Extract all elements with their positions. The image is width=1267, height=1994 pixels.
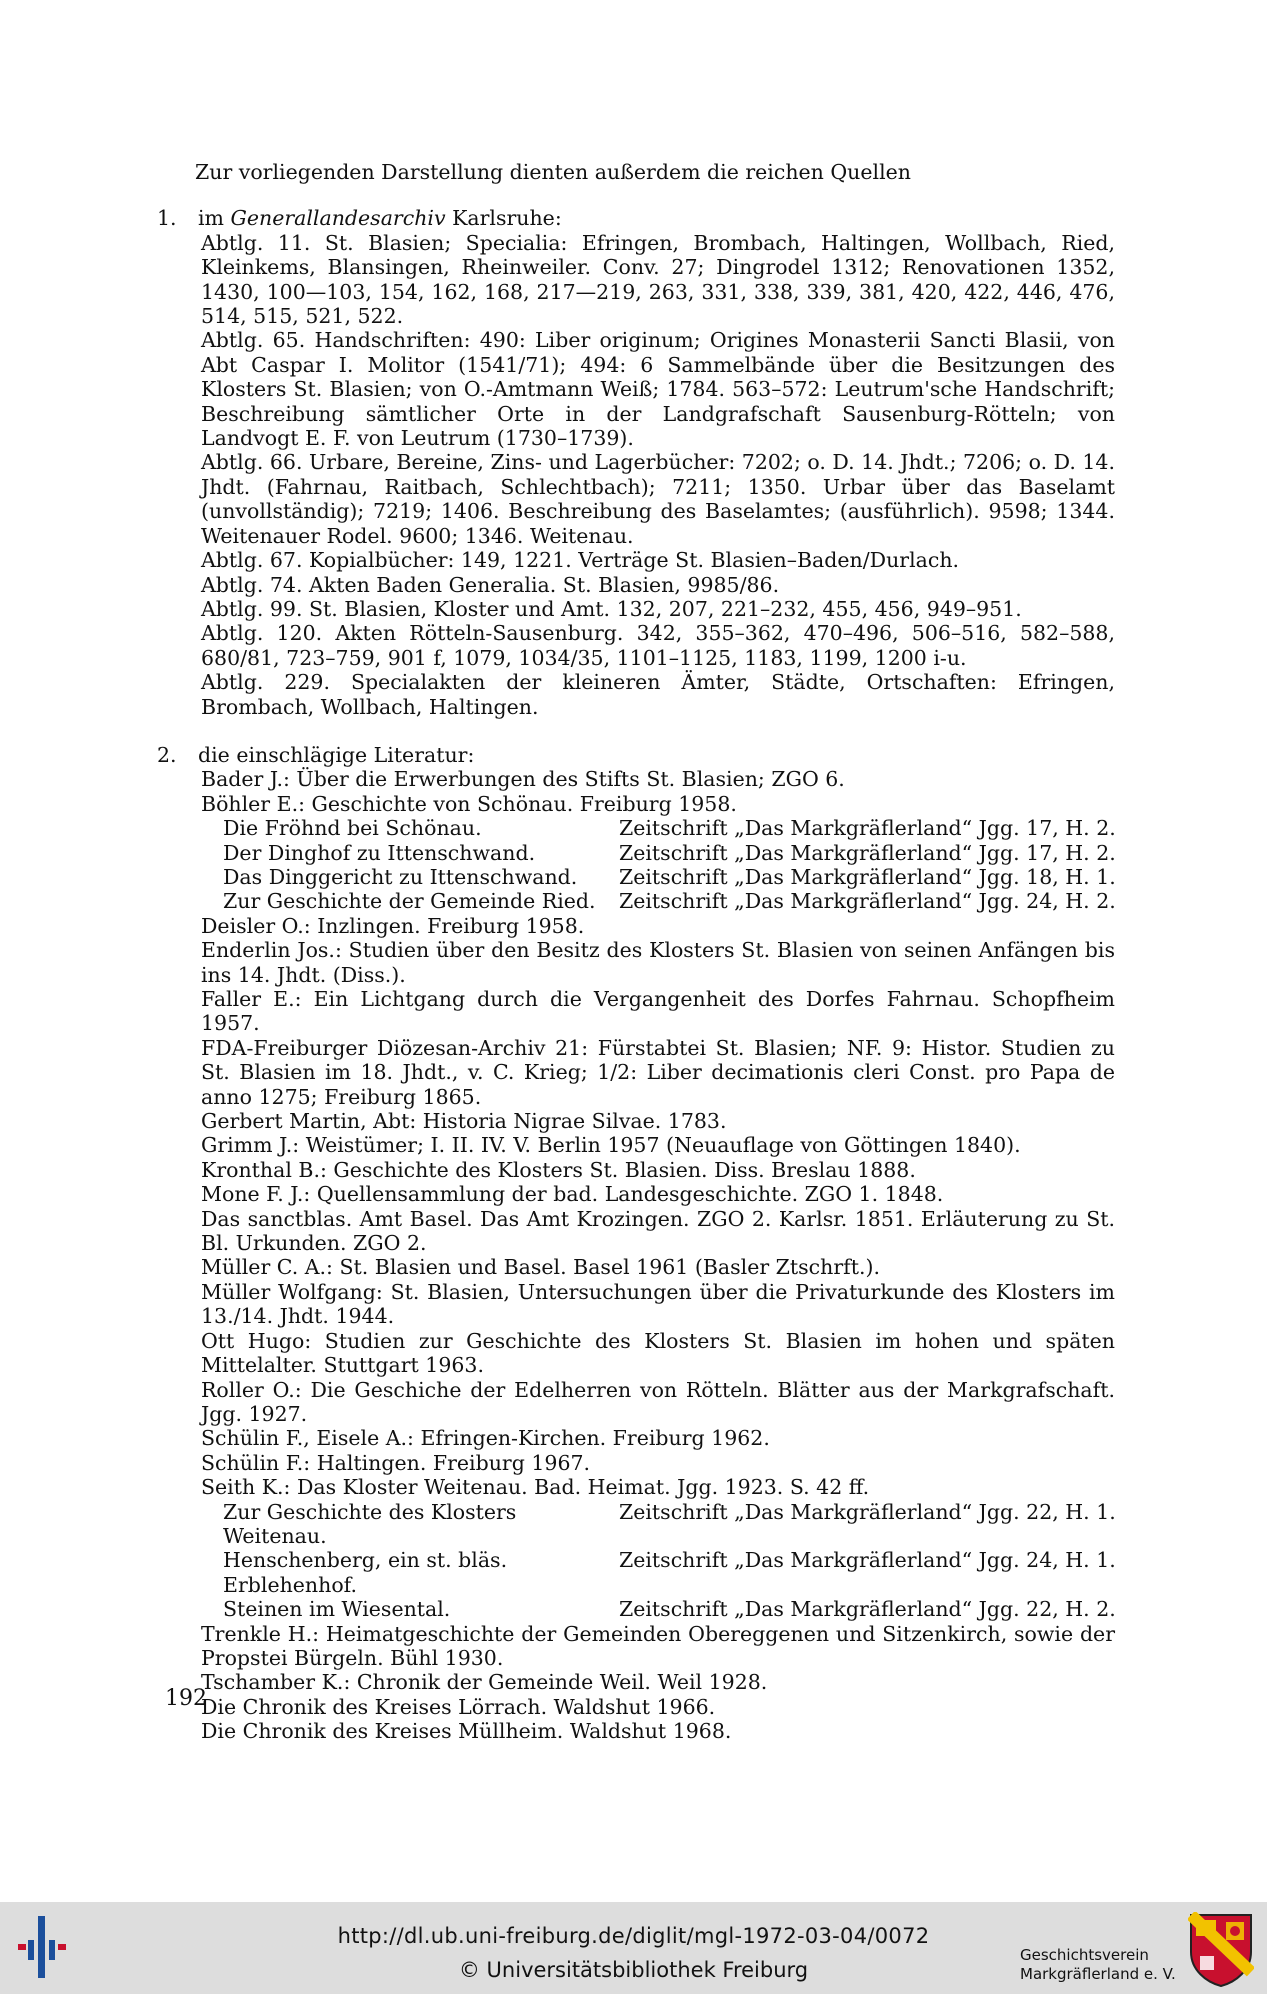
section-number: 1. <box>157 206 177 231</box>
intro-text: Zur vorliegenden Darstellung dienten außerdem die reichen Quellen <box>195 160 911 184</box>
archive-entry: Abtlg. 67. Kopialbücher: 149, 1221. Verträge St. Blasien–Baden/Durlach. <box>201 548 960 573</box>
literature-entry: Faller E.: Ein Lichtgang durch die Vergangenheit des Dorfes Fahrnau. Schopfheim 1957. <box>201 987 1115 1036</box>
article-source: Zeitschrift „Das Markgräflerland“ Jgg. 18, H. 1. <box>619 864 1116 889</box>
literature-sub-entry <box>223 1548 1115 1597</box>
article-source: Zeitschrift „Das Markgräflerland“ Jgg. 22, H. 1. <box>619 1499 1116 1524</box>
article-title: Die Fröhnd bei Schönau. <box>223 816 482 841</box>
literature-sub-entry <box>223 841 1115 865</box>
archive-entry: Abtlg. 74. Akten Baden Generalia. St. Blasien, 9985/86. <box>201 572 780 597</box>
article-title: Zur Geschichte des Klosters Weitenau. <box>223 1499 517 1548</box>
literature-entry: Ott Hugo: Studien zur Geschichte des Klosters St. Blasien im hohen und späten Mittelalter. Stuttgart 1963. <box>201 1328 1115 1378</box>
literature-entry: Müller C. A.: St. Blasien und Basel. Basel 1961 (Basler Ztschrft.). <box>201 1255 880 1280</box>
literature-entry: Gerbert Martin, Abt: Historia Nigrae Silvae. 1783. <box>201 1109 727 1134</box>
heading-archive-name: Generallandesarchiv <box>230 206 446 231</box>
literature-sub-entry <box>223 1500 1115 1549</box>
heading-suffix: Karlsruhe: <box>445 206 562 231</box>
footer-bar <box>0 1902 1267 1994</box>
page-number: 192 <box>165 1686 207 1711</box>
archive-entry: Abtlg. 66. Urbare, Bereine, Zins- und Lagerbücher: 7202; o. D. 14. Jhdt.; 7206; o. D. 14. Jhdt. (Fahrnau, Raitbach, Schlechtbach); 7211; 1350. Urbar über das Baselamt (unvollständig); 7219; 1406. Beschreibung des Baselamtes; (ausführlich). 9598; 1344. Weitenauer Rodel. 9600; 1346. Weitenau. <box>201 450 1115 548</box>
society-line-2: Markgräflerland e. V. <box>1020 1965 1176 1983</box>
literature-entry: Die Chronik des Kreises Müllheim. Waldshut 1968. <box>201 1719 732 1744</box>
archive-entry: Abtlg. 11. St. Blasien; Specialia: Efringen, Brombach, Haltingen, Wollbach, Ried, Kleinkems, Blansingen, Rheinweiler. Conv. 27; Dingrodel 1312; Renovationen 1352, 1430, 100—103, 154, 162, 168, 217—219, 263, 331, 338, 339, 381, 420, 422, 446, 476, 514, 515, 521, 522. <box>201 230 1115 329</box>
section-literature <box>157 742 1116 1744</box>
section-number: 2. <box>157 742 177 767</box>
article-source: Zeitschrift „Das Markgräflerland“ Jgg. 17, H. 2. <box>619 840 1116 865</box>
archive-entry: Abtlg. 99. St. Blasien, Kloster und Amt. 132, 207, 221–232, 455, 456, 949–951. <box>201 596 1022 621</box>
heading-prefix: im <box>198 206 231 231</box>
literature-sub-entry <box>223 865 1115 889</box>
literature-entry: Die Chronik des Kreises Lörrach. Waldshut 1966. <box>201 1694 716 1719</box>
article-source: Zeitschrift „Das Markgräflerland“ Jgg. 17, H. 2. <box>619 816 1116 841</box>
literature-entry: Das sanctblas. Amt Basel. Das Amt Krozingen. ZGO 2. Karlsr. 1851. Erläuterung zu St. Bl. Urkunden. ZGO 2. <box>201 1206 1115 1256</box>
literature-entry: Trenkle H.: Heimatgeschichte der Gemeinden Obereggenen und Sitzenkirch, sowie der Propstei Bürgeln. Bühl 1930. <box>201 1621 1115 1670</box>
society-name <box>1020 1946 1185 1984</box>
archive-entry: Abtlg. 229. Specialakten der kleineren Ämter, Städte, Ortschaften: Efringen, Brombach, Wollbach, Haltingen. <box>201 670 1115 719</box>
literature-entry: Enderlin Jos.: Studien über den Besitz des Klosters St. Blasien von seinen Anfängen bis ins 14. Jhdt. (Diss.). <box>201 938 1115 987</box>
literature-entry: Mone F. J.: Quellensammlung der bad. Landesgeschichte. ZGO 1. 1848. <box>201 1182 944 1207</box>
article-source: Zeitschrift „Das Markgräflerland“ Jgg. 22, H. 2. <box>619 1597 1116 1622</box>
article-title: Henschenberg, ein st. bläs. Erblehenhof. <box>223 1548 508 1597</box>
literature-entry: Schülin F.: Haltingen. Freiburg 1967. <box>201 1450 591 1475</box>
literature-entry: Seith K.: Das Kloster Weitenau. Bad. Heimat. Jgg. 1923. S. 42 ff. <box>201 1475 870 1500</box>
literature-entry: Deisler O.: Inzlingen. Freiburg 1958. <box>201 913 585 938</box>
literature-list <box>201 767 1115 1743</box>
literature-entry: Kronthal B.: Geschichte des Klosters St. Blasien. Diss. Breslau 1888. <box>201 1157 916 1182</box>
literature-entry: Schülin F., Eisele A.: Efringen-Kirchen. Freiburg 1962. <box>201 1426 770 1451</box>
literature-sub-entry <box>223 816 1115 840</box>
literature-entry: FDA-Freiburger Diözesan-Archiv 21: Fürstabtei St. Blasien; NF. 9: Histor. Studien zu St. Blasien im 18. Jhdt., v. C. Krieg; 1/2: Liber decimationis cleri Const. pro Papa de anno 1275; Freiburg 1865. <box>201 1035 1115 1109</box>
archive-entry: Abtlg. 120. Akten Rötteln-Sausenburg. 342, 355–362, 470–496, 506–516, 582–588, 680/81, 723–759, 901 f, 1079, 1034/35, 1101–1125, 1183, 1199, 1200 i-u. <box>201 621 1115 670</box>
article-title: Das Dinggericht zu Ittenschwand. <box>223 864 578 889</box>
literature-entry: Müller Wolfgang: St. Blasien, Untersuchungen über die Privaturkunde des Klosters im 13./14. Jhdt. 1944. <box>201 1279 1115 1329</box>
article-title: Steinen im Wiesental. <box>223 1597 451 1622</box>
literature-entry: Tschamber K.: Chronik der Gemeinde Weil. Weil 1928. <box>201 1670 768 1695</box>
archive-entry: Abtlg. 65. Handschriften: 490: Liber originum; Origines Monasterii Sancti Blasii, von Abt Caspar I. Molitor (1541/71); 494: 6 Sammelbände über die Besitzungen des Klosters St. Blasien; von O.-Amtmann Weiß; 1784. 563–572: Leutrum'sche Handschrift; Beschreibung sämtlicher Orte in der Landgrafschaft Sausenburg-Rötteln; von Landvogt E. F. von Leutrum (1730–1739). <box>201 328 1115 451</box>
literature-entry: Roller O.: Die Geschiche der Edelherren von Rötteln. Blätter aus der Markgrafschaft. Jgg. 1927. <box>201 1377 1115 1426</box>
section-heading: die einschlägige Literatur: <box>198 742 475 767</box>
article-title: Zur Geschichte der Gemeinde Ried. <box>223 889 596 914</box>
article-title: Der Dinghof zu Ittenschwand. <box>223 840 536 865</box>
literature-entry: Böhler E.: Geschichte von Schönau. Freiburg 1958. <box>201 791 737 816</box>
literature-entry: Bader J.: Über die Erwerbungen des Stifts St. Blasien; ZGO 6. <box>201 767 845 792</box>
coat-of-arms-icon <box>1188 1912 1254 1988</box>
article-source: Zeitschrift „Das Markgräflerland“ Jgg. 24, H. 2. <box>619 889 1116 914</box>
article-source: Zeitschrift „Das Markgräflerland“ Jgg. 24, H. 1. <box>619 1548 1116 1573</box>
literature-sub-entry <box>223 1597 1115 1621</box>
copyright-text: © Universitätsbibliothek Freiburg <box>458 1958 809 1982</box>
page-body <box>157 160 1116 1744</box>
section-archive-sources <box>157 206 1115 719</box>
document-url-link[interactable]: http://dl.ub.uni-freiburg.de/diglit/mgl-1972-03-04/0072 <box>337 1924 930 1948</box>
literature-entry: Grimm J.: Weistümer; I. II. IV. V. Berlin 1957 (Neuauflage von Göttingen 1840). <box>201 1133 1021 1158</box>
society-line-1: Geschichtsverein <box>1020 1946 1149 1964</box>
archive-entry-list <box>201 231 1115 719</box>
literature-sub-entry <box>223 889 1115 913</box>
section-heading <box>198 206 1115 230</box>
